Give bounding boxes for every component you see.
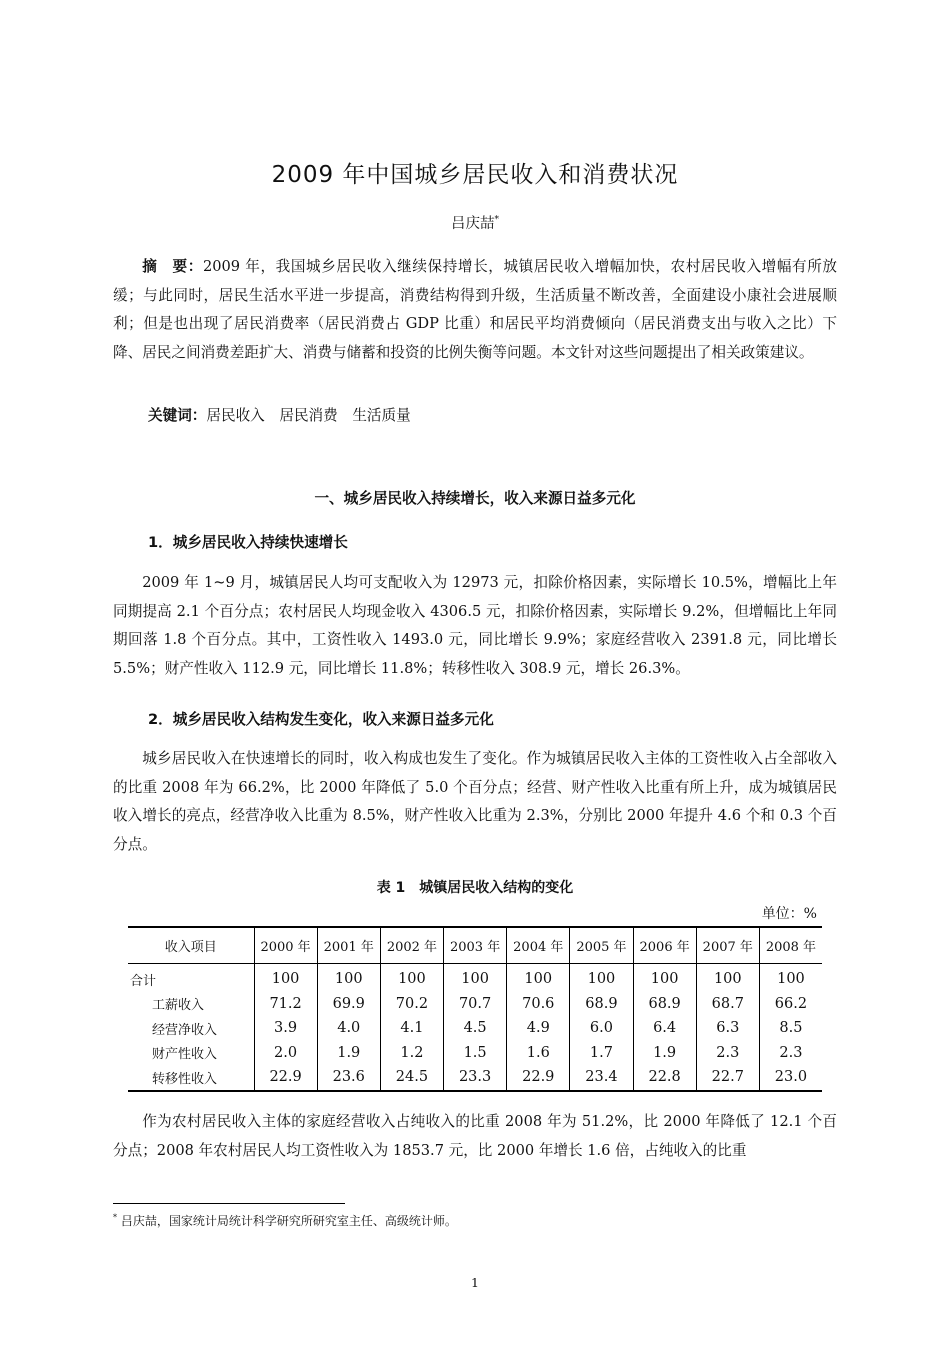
table-cell: 1.9 bbox=[633, 1041, 696, 1066]
table-cell: 22.9 bbox=[507, 1065, 570, 1091]
table-cell: 24.5 bbox=[380, 1065, 443, 1091]
row-label: 工薪收入 bbox=[128, 992, 254, 1017]
table-cell: 23.3 bbox=[444, 1065, 507, 1091]
table-caption: 表 1 城镇居民收入结构的变化 bbox=[376, 880, 574, 896]
table-cell: 68.7 bbox=[696, 992, 759, 1017]
table-row bbox=[128, 1016, 822, 1041]
column-header: 2005 年 bbox=[570, 927, 633, 964]
table-row bbox=[128, 1041, 822, 1066]
table-row bbox=[128, 992, 822, 1017]
footnote bbox=[113, 1212, 457, 1229]
table-cell: 23.6 bbox=[317, 1065, 380, 1091]
abstract-label: 摘 要： bbox=[142, 258, 203, 275]
table-cell: 6.3 bbox=[696, 1016, 759, 1041]
table-cell: 100 bbox=[317, 964, 380, 992]
table-cell: 1.5 bbox=[444, 1041, 507, 1066]
subsection-heading-2: 2．城乡居民收入结构发生变化，收入来源日益多元化 bbox=[148, 711, 494, 728]
table-cell: 1.6 bbox=[507, 1041, 570, 1066]
table-cell: 70.7 bbox=[444, 992, 507, 1017]
author-name: 吕庆喆 bbox=[451, 216, 495, 232]
income-structure-table bbox=[128, 926, 822, 1092]
table-row bbox=[128, 1065, 822, 1091]
table-cell: 23.0 bbox=[774, 1069, 808, 1086]
table-row bbox=[128, 964, 822, 992]
row-label: 合计 bbox=[128, 964, 254, 992]
row-label: 经营净收入 bbox=[128, 1016, 254, 1041]
table-cell: 4.9 bbox=[507, 1016, 570, 1041]
column-header: 2002 年 bbox=[380, 927, 443, 964]
paragraph-3: 作为农村居民收入主体的家庭经营收入占纯收入的比重 2008 年为 51.2%，比 2000 年降低了 12.1 个百分点；2008 年农村居民人均工资性收入为 1853.7 元，比 2000 年增长 1.6 倍，占纯收入的比重 bbox=[113, 1113, 837, 1159]
paragraph-2: 城乡居民收入在快速增长的同时，收入构成也发生了变化。作为城镇居民收入主体的工资性收入占全部收入的比重 2008 年为 66.2%，比 2000 年降低了 5.0 个百分点；经营、财产性收入比重有所上升，成为城镇居民收入增长的亮点，经营净收入比重为 8.5%，财产性收入比重为 2.3%，分别比 2000 年提升 4.6 个和 0.3 个百分点。 bbox=[113, 750, 837, 853]
table-cell: 4.0 bbox=[317, 1016, 380, 1041]
keywords-text: 居民收入 居民消费 生活质量 bbox=[206, 407, 411, 424]
table-cell: 100 bbox=[254, 964, 317, 992]
page-title: 2009 年中国城乡居民收入和消费状况 bbox=[271, 162, 679, 188]
table-cell: 6.4 bbox=[633, 1016, 696, 1041]
table-cell: 100 bbox=[507, 964, 570, 992]
table-cell: 1.7 bbox=[570, 1041, 633, 1066]
table-cell: 4.1 bbox=[380, 1016, 443, 1041]
table-cell: 70.6 bbox=[507, 992, 570, 1017]
table-cell: 100 bbox=[633, 964, 696, 992]
table-cell: 68.9 bbox=[633, 992, 696, 1017]
column-header: 2004 年 bbox=[507, 927, 570, 964]
column-header: 2001 年 bbox=[317, 927, 380, 964]
table-cell: 70.2 bbox=[380, 992, 443, 1017]
column-header: 收入项目 bbox=[128, 927, 254, 964]
column-header: 2000 年 bbox=[254, 927, 317, 964]
table-cell: 4.5 bbox=[444, 1016, 507, 1041]
table-cell: 100 bbox=[380, 964, 443, 992]
table-cell: 100 bbox=[777, 971, 805, 988]
table-cell: 69.9 bbox=[317, 992, 380, 1017]
table-cell: 68.9 bbox=[570, 992, 633, 1017]
paragraph-1: 2009 年 1~9 月，城镇居民人均可支配收入为 12973 元，扣除价格因素，实际增长 10.5%，增幅比上年同期提高 2.1 个百分点；农村居民人均现金收入 4306.5 元，扣除价格因素，实际增长 9.2%，但增幅比上年同期回落 1.8 个百分点。其中，工资性收入 1493.0 元，同比增长 9.9%；家庭经营收入 2391.8 元，同比增长 5.5%；财产性收入 112.9 元，同比增长 11.8%；转移性收入 308.9 元，增长 26.3%。 bbox=[113, 574, 838, 677]
table-cell: 2.3 bbox=[779, 1044, 803, 1061]
abstract-paragraph bbox=[113, 253, 837, 367]
column-header: 2007 年 bbox=[696, 927, 759, 964]
abstract-text: 2009 年，我国城乡居民收入继续保持增长，城镇居民收入增幅加快，农村居民收入增幅有所放缓；与此同时，居民生活水平进一步提高，消费结构得到升级，生活质量不断改善，全面建设小康社会进展顺利；但是也出现了居民消费率（居民消费占 GDP 比重）和居民平均消费倾向（居民消费支出与收入之比）下降、居民之间消费差距扩大、消费与储蓄和投资的比例失衡等问题。本文针对这些问题提出了相关政策建议。 bbox=[113, 258, 837, 361]
author-footnote-mark: * bbox=[494, 215, 499, 226]
table-header-row bbox=[128, 927, 822, 964]
section-heading-1: 一、城乡居民收入持续增长，收入来源日益多元化 bbox=[314, 490, 636, 507]
footnote-divider bbox=[113, 1203, 345, 1204]
page-number: 1 bbox=[471, 1275, 479, 1290]
subsection-heading-1: 1．城乡居民收入持续快速增长 bbox=[148, 534, 348, 551]
table-cell: 100 bbox=[444, 964, 507, 992]
keywords-label: 关键词： bbox=[148, 407, 207, 424]
table-cell: 71.2 bbox=[254, 992, 317, 1017]
footnote-mark: * bbox=[113, 1213, 117, 1222]
column-header: 2006 年 bbox=[633, 927, 696, 964]
table-cell: 6.0 bbox=[570, 1016, 633, 1041]
table-cell: 66.2 bbox=[774, 995, 808, 1012]
keywords-line bbox=[148, 404, 411, 425]
table-cell: 100 bbox=[696, 964, 759, 992]
footnote-text: 吕庆喆，国家统计局统计科学研究所研究室主任、高级统计师。 bbox=[120, 1214, 457, 1228]
table-cell: 22.7 bbox=[696, 1065, 759, 1091]
table-cell: 1.2 bbox=[380, 1041, 443, 1066]
table-cell: 2.3 bbox=[696, 1041, 759, 1066]
column-header: 2003 年 bbox=[444, 927, 507, 964]
row-label: 转移性收入 bbox=[128, 1065, 254, 1091]
row-label: 财产性收入 bbox=[128, 1041, 254, 1066]
table-cell: 2.0 bbox=[254, 1041, 317, 1066]
table-cell: 100 bbox=[570, 964, 633, 992]
table-cell: 22.9 bbox=[254, 1065, 317, 1091]
author-line bbox=[0, 212, 950, 233]
table-cell: 1.9 bbox=[317, 1041, 380, 1066]
table-cell: 3.9 bbox=[254, 1016, 317, 1041]
table-cell: 8.5 bbox=[779, 1020, 803, 1037]
table-cell: 23.4 bbox=[570, 1065, 633, 1091]
table-cell: 22.8 bbox=[633, 1065, 696, 1091]
column-header: 2008 年 bbox=[759, 927, 822, 964]
table-unit: 单位：% bbox=[761, 906, 817, 922]
